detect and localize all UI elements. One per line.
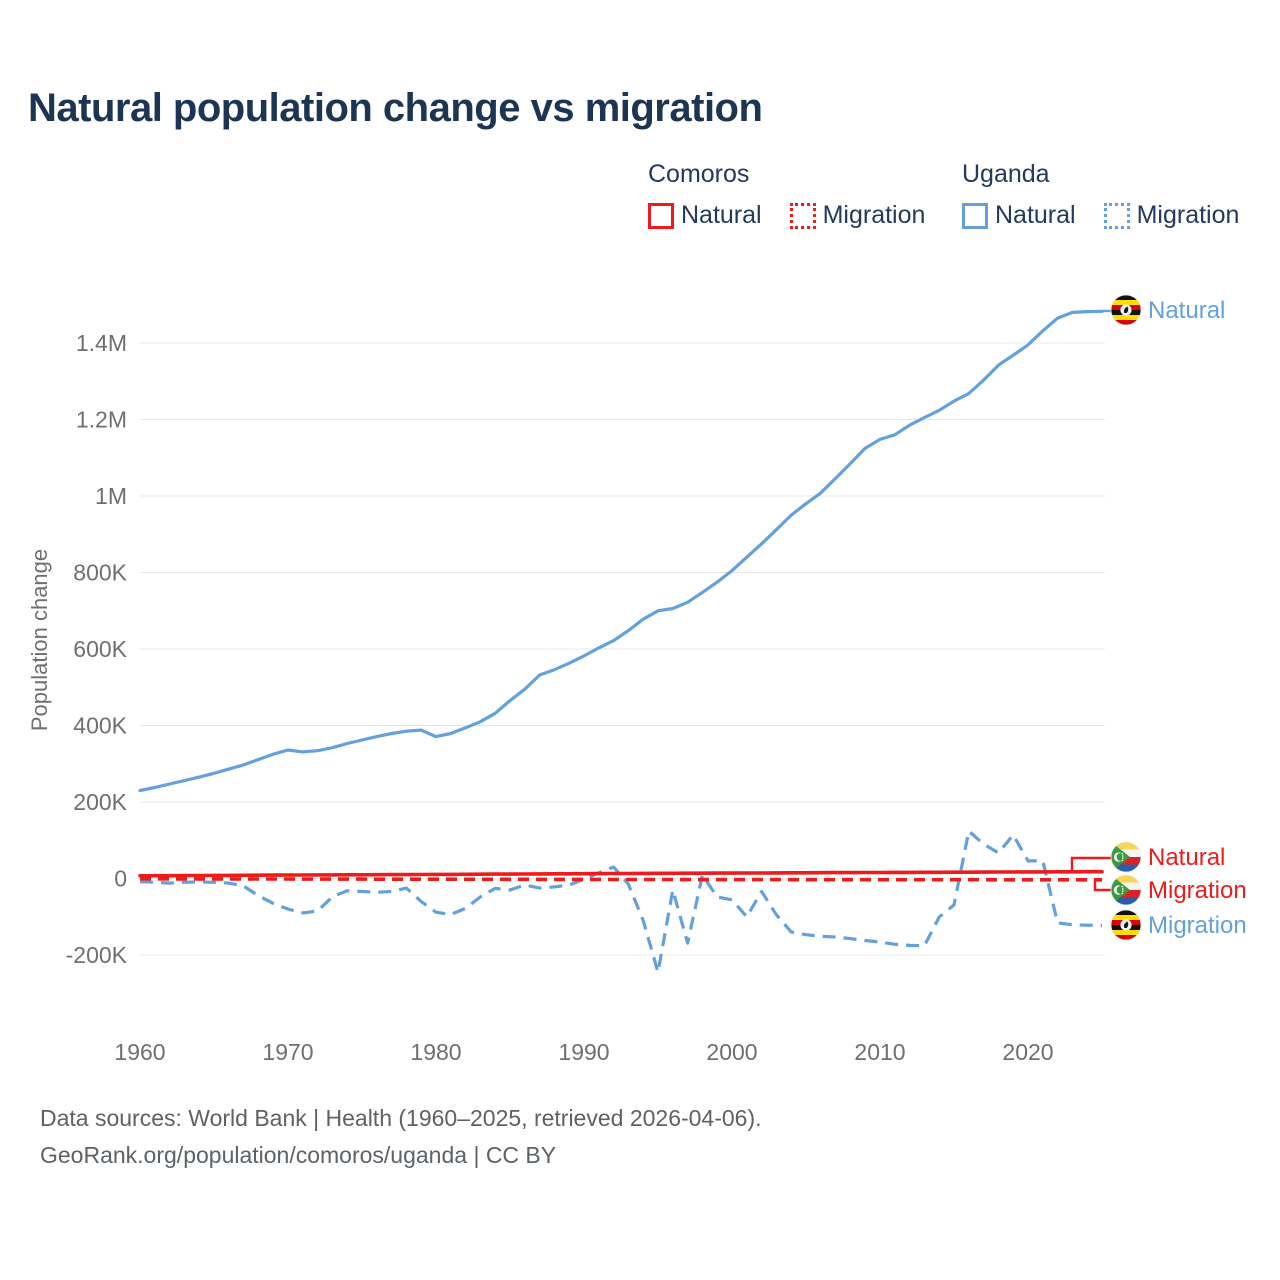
x-tick-label: 2010 bbox=[854, 1039, 906, 1065]
y-tick-label: 1.4M bbox=[75, 330, 127, 356]
comoros-natural-end-label: Natural bbox=[1148, 844, 1226, 871]
uganda-natural-end-label: Natural bbox=[1148, 297, 1226, 324]
legend-label: Migration bbox=[822, 201, 926, 229]
x-tick-label: 1960 bbox=[114, 1039, 166, 1065]
comoros-natural-line[interactable] bbox=[140, 872, 1102, 876]
series-end-annotations bbox=[1072, 295, 1247, 940]
y-tick-label: 1M bbox=[95, 483, 127, 509]
uganda-flag-icon bbox=[1111, 910, 1141, 940]
y-tick-label: 0 bbox=[114, 865, 127, 892]
comoros-natural-leader bbox=[1072, 858, 1111, 872]
y-axis-title: Population change bbox=[27, 548, 52, 732]
legend-label: Natural bbox=[681, 201, 762, 229]
data-series-lines bbox=[140, 311, 1102, 972]
comoros-flag-icon bbox=[1111, 842, 1141, 872]
chart-title: Natural population change vs migration bbox=[28, 86, 763, 130]
legend-label: Migration bbox=[1136, 201, 1240, 229]
data-sources-line: Data sources: World Bank | Health (1960–2025, retrieved 2026-04-06). bbox=[40, 1105, 762, 1131]
y-tick-label: 600K bbox=[73, 636, 127, 662]
comoros-migration-end-label: Migration bbox=[1148, 877, 1247, 904]
legend-country-comoros: Comoros bbox=[648, 160, 750, 188]
legend-label: Natural bbox=[995, 201, 1076, 229]
comoros-flag-icon bbox=[1111, 875, 1141, 905]
y-tick-label: -200K bbox=[65, 942, 127, 968]
x-tick-label: 1970 bbox=[262, 1039, 314, 1065]
y-tick-label: 400K bbox=[73, 712, 127, 739]
x-tick-label: 1980 bbox=[410, 1039, 462, 1065]
uganda-flag-icon bbox=[1111, 295, 1141, 325]
x-tick-label: 1990 bbox=[558, 1039, 610, 1065]
attribution-line: GeoRank.org/population/comoros/uganda | CC BY bbox=[40, 1142, 557, 1168]
uganda-natural-line[interactable] bbox=[140, 311, 1102, 790]
y-tick-label: 800K bbox=[73, 559, 127, 586]
y-tick-label: 200K bbox=[73, 789, 127, 815]
x-tick-label: 2020 bbox=[1002, 1039, 1054, 1065]
legend-country-uganda: Uganda bbox=[962, 160, 1050, 188]
gridlines bbox=[66, 330, 1105, 1065]
chart-footer bbox=[40, 1100, 762, 1174]
x-tick-label: 2000 bbox=[706, 1039, 758, 1065]
y-tick-label: 1.2M bbox=[75, 406, 127, 433]
uganda-migration-line[interactable] bbox=[140, 831, 1102, 972]
uganda-migration-end-label: Migration bbox=[1148, 912, 1247, 939]
